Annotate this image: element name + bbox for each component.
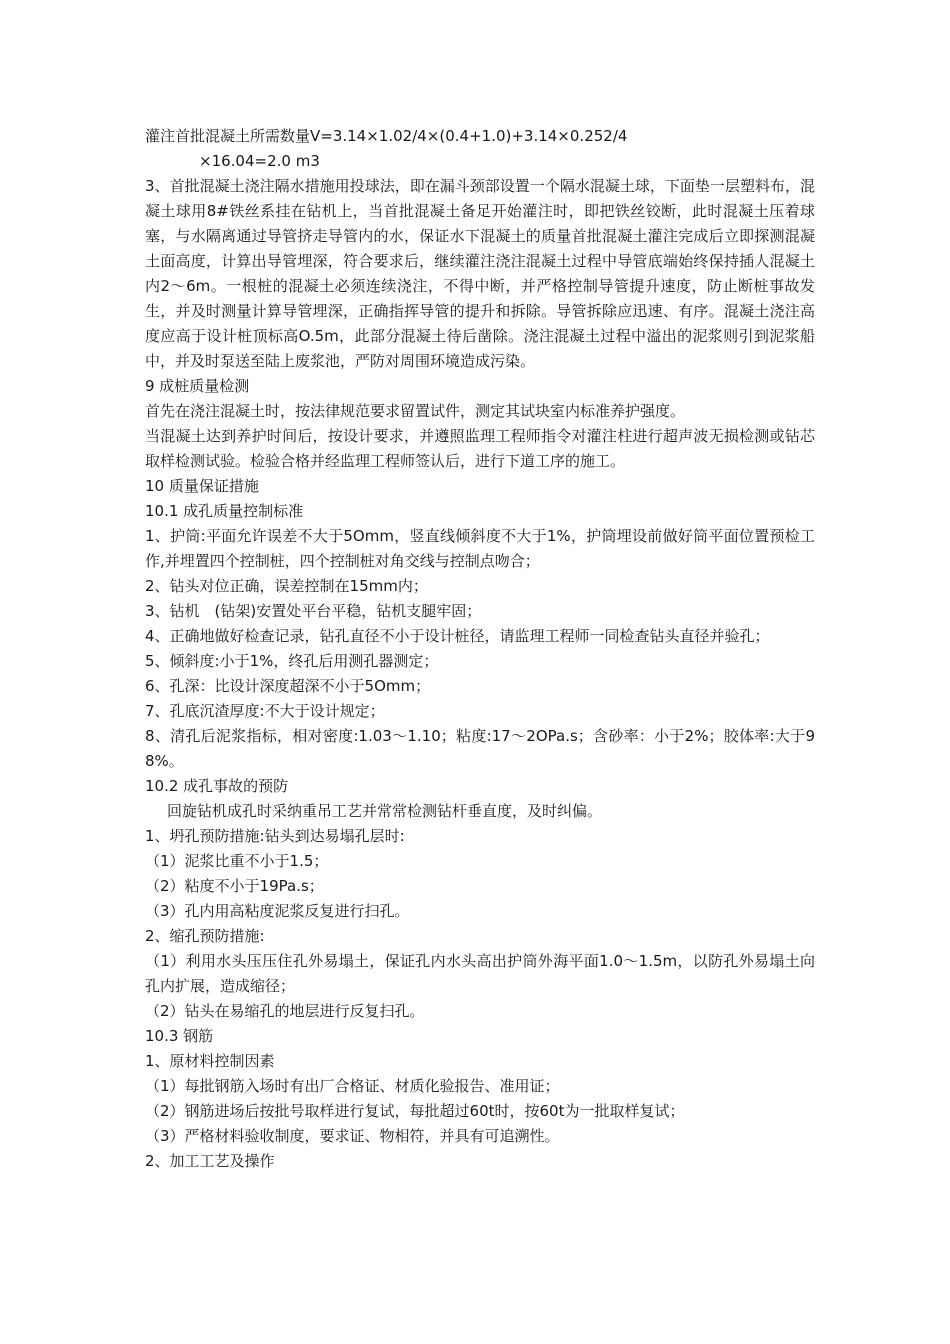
list-item: 7、孔底沉渣厚度:不大于设计规定； <box>145 702 385 720</box>
list-item: 8、清孔后泥浆指标，相对密度:1.03～1.10；粘度:17～2OPa.s；含砂率：小于2%；胶体率:大于98%。 <box>145 727 815 770</box>
subsection-heading-10-1: 10.1 成孔质量控制标准 <box>145 502 304 520</box>
list-item: （2）钢筋进场后按批号取样进行复试，每批超过60t时，按60t为一批取样复试； <box>145 1102 685 1120</box>
list-item: （1）泥浆比重不小于1.5； <box>145 852 329 870</box>
list-item: （1）每批钢筋入场时有出厂合格证、材质化验报告、准用证； <box>145 1077 560 1095</box>
list-item: 6、孔深：比设计深度超深不小于5Omm； <box>145 677 431 695</box>
section-heading-9: 9 成桩质量检测 <box>145 377 250 395</box>
list-item: 2、钻头对位正确，误差控制在15mm内； <box>145 577 428 595</box>
list-item: 1、坍孔预防措施:钻头到达易塌孔层时: <box>145 827 405 845</box>
list-item: （2）钻头在易缩孔的地层进行反复扫孔。 <box>145 1002 425 1020</box>
subsection-heading-10-2: 10.2 成孔事故的预防 <box>145 777 289 795</box>
list-item: 1、护筒:平面允许误差不大于5Omm，竖直线倾斜度不大于1%，护筒埋设前做好筒平面位置预检工作,并埋置四个控制桩，四个控制桩对角交线与控制点吻合； <box>145 527 815 570</box>
list-item: （3）严格材料验收制度，要求证、物相符，并具有可追溯性。 <box>145 1127 560 1145</box>
paragraph-specimen: 首先在浇注混凝土时，按法律规范要求留置试件，测定其试块室内标准养护强度。 <box>145 402 686 420</box>
list-item: 5、倾斜度:小于1%，终孔后用测孔器测定； <box>145 652 439 670</box>
document-body <box>145 124 815 1174</box>
list-item: 4、正确地做好检查记录，钻孔直径不小于设计桩径，请监理工程师一同检查钻头直径并验孔； <box>145 627 770 645</box>
list-item: 2、缩孔预防措施: <box>145 927 265 945</box>
paragraph-first-pour-method: 3、首批混凝土浇注隔水措施用投球法，即在漏斗颈部设置一个隔水混凝土球，下面垫一层塑料布，混凝土球用8#铁丝系挂在钻机上，当首批混凝土备足开始灌注时，即把铁丝铰断，此时混凝土压着球塞，与水隔离通过导管挤走导管内的水，保证水下混凝土的质量首批混凝土灌注完成后立即探测混凝土面高度，计算出导管埋深，符合要求后，继续灌注浇注混凝土过程中导管底端始终保持插人混凝土内2～6m。一根桩的混凝土必须连续浇注，不得中断，并严格控制导管提升速度，防止断桩事故发生，并及时测量计算导管埋深，正确指挥导管的提升和拆除。导管拆除应迅速、有序。混凝土浇注高度应高于设计桩顶标高O.5m，此部分混凝土待后凿除。浇注混凝土过程中溢出的泥浆则引到泥浆船中，并及时泵送至陆上废浆池，严防对周围环境造成污染。 <box>145 177 815 370</box>
subsection-heading-10-3: 10.3 钢筋 <box>145 1027 214 1045</box>
list-item: 3、钻机 (钻架)安置处平台平稳，钻机支腿牢固； <box>145 602 482 620</box>
list-item: （2）粘度不小于19Pa.s； <box>145 877 324 895</box>
list-item: 2、加工工艺及操作 <box>145 1152 275 1170</box>
list-item: 1、原材料控制因素 <box>145 1052 275 1070</box>
section-heading-10: 10 质量保证措施 <box>145 477 259 495</box>
paragraph-volume-formula: 灌注首批混凝土所需数量V=3.14×1.02/4×(0.4+1.0)+3.14×0.252/4 <box>145 127 628 145</box>
list-item: （1）利用水头压压住孔外易塌土，保证孔内水头高出护筒外海平面1.0～1.5m，以防孔外易塌土向孔内扩展，造成缩径； <box>145 952 815 995</box>
paragraph-rotary-drill: 回旋钻机成孔时采纳重吊工艺并常常检测钻杆垂直度，及时纠偏。 <box>167 802 603 820</box>
list-item: （3）孔内用高粘度泥浆反复进行扫孔。 <box>145 902 410 920</box>
paragraph-ultrasonic-test: 当混凝土达到养护时间后，按设计要求，并遵照监理工程师指令对灌注柱进行超声波无损检测或钻芯取样检测试验。检验合格并经监理工程师签认后，进行下道工序的施工。 <box>145 427 815 470</box>
paragraph-volume-result: ×16.04=2.0 m3 <box>199 152 320 170</box>
